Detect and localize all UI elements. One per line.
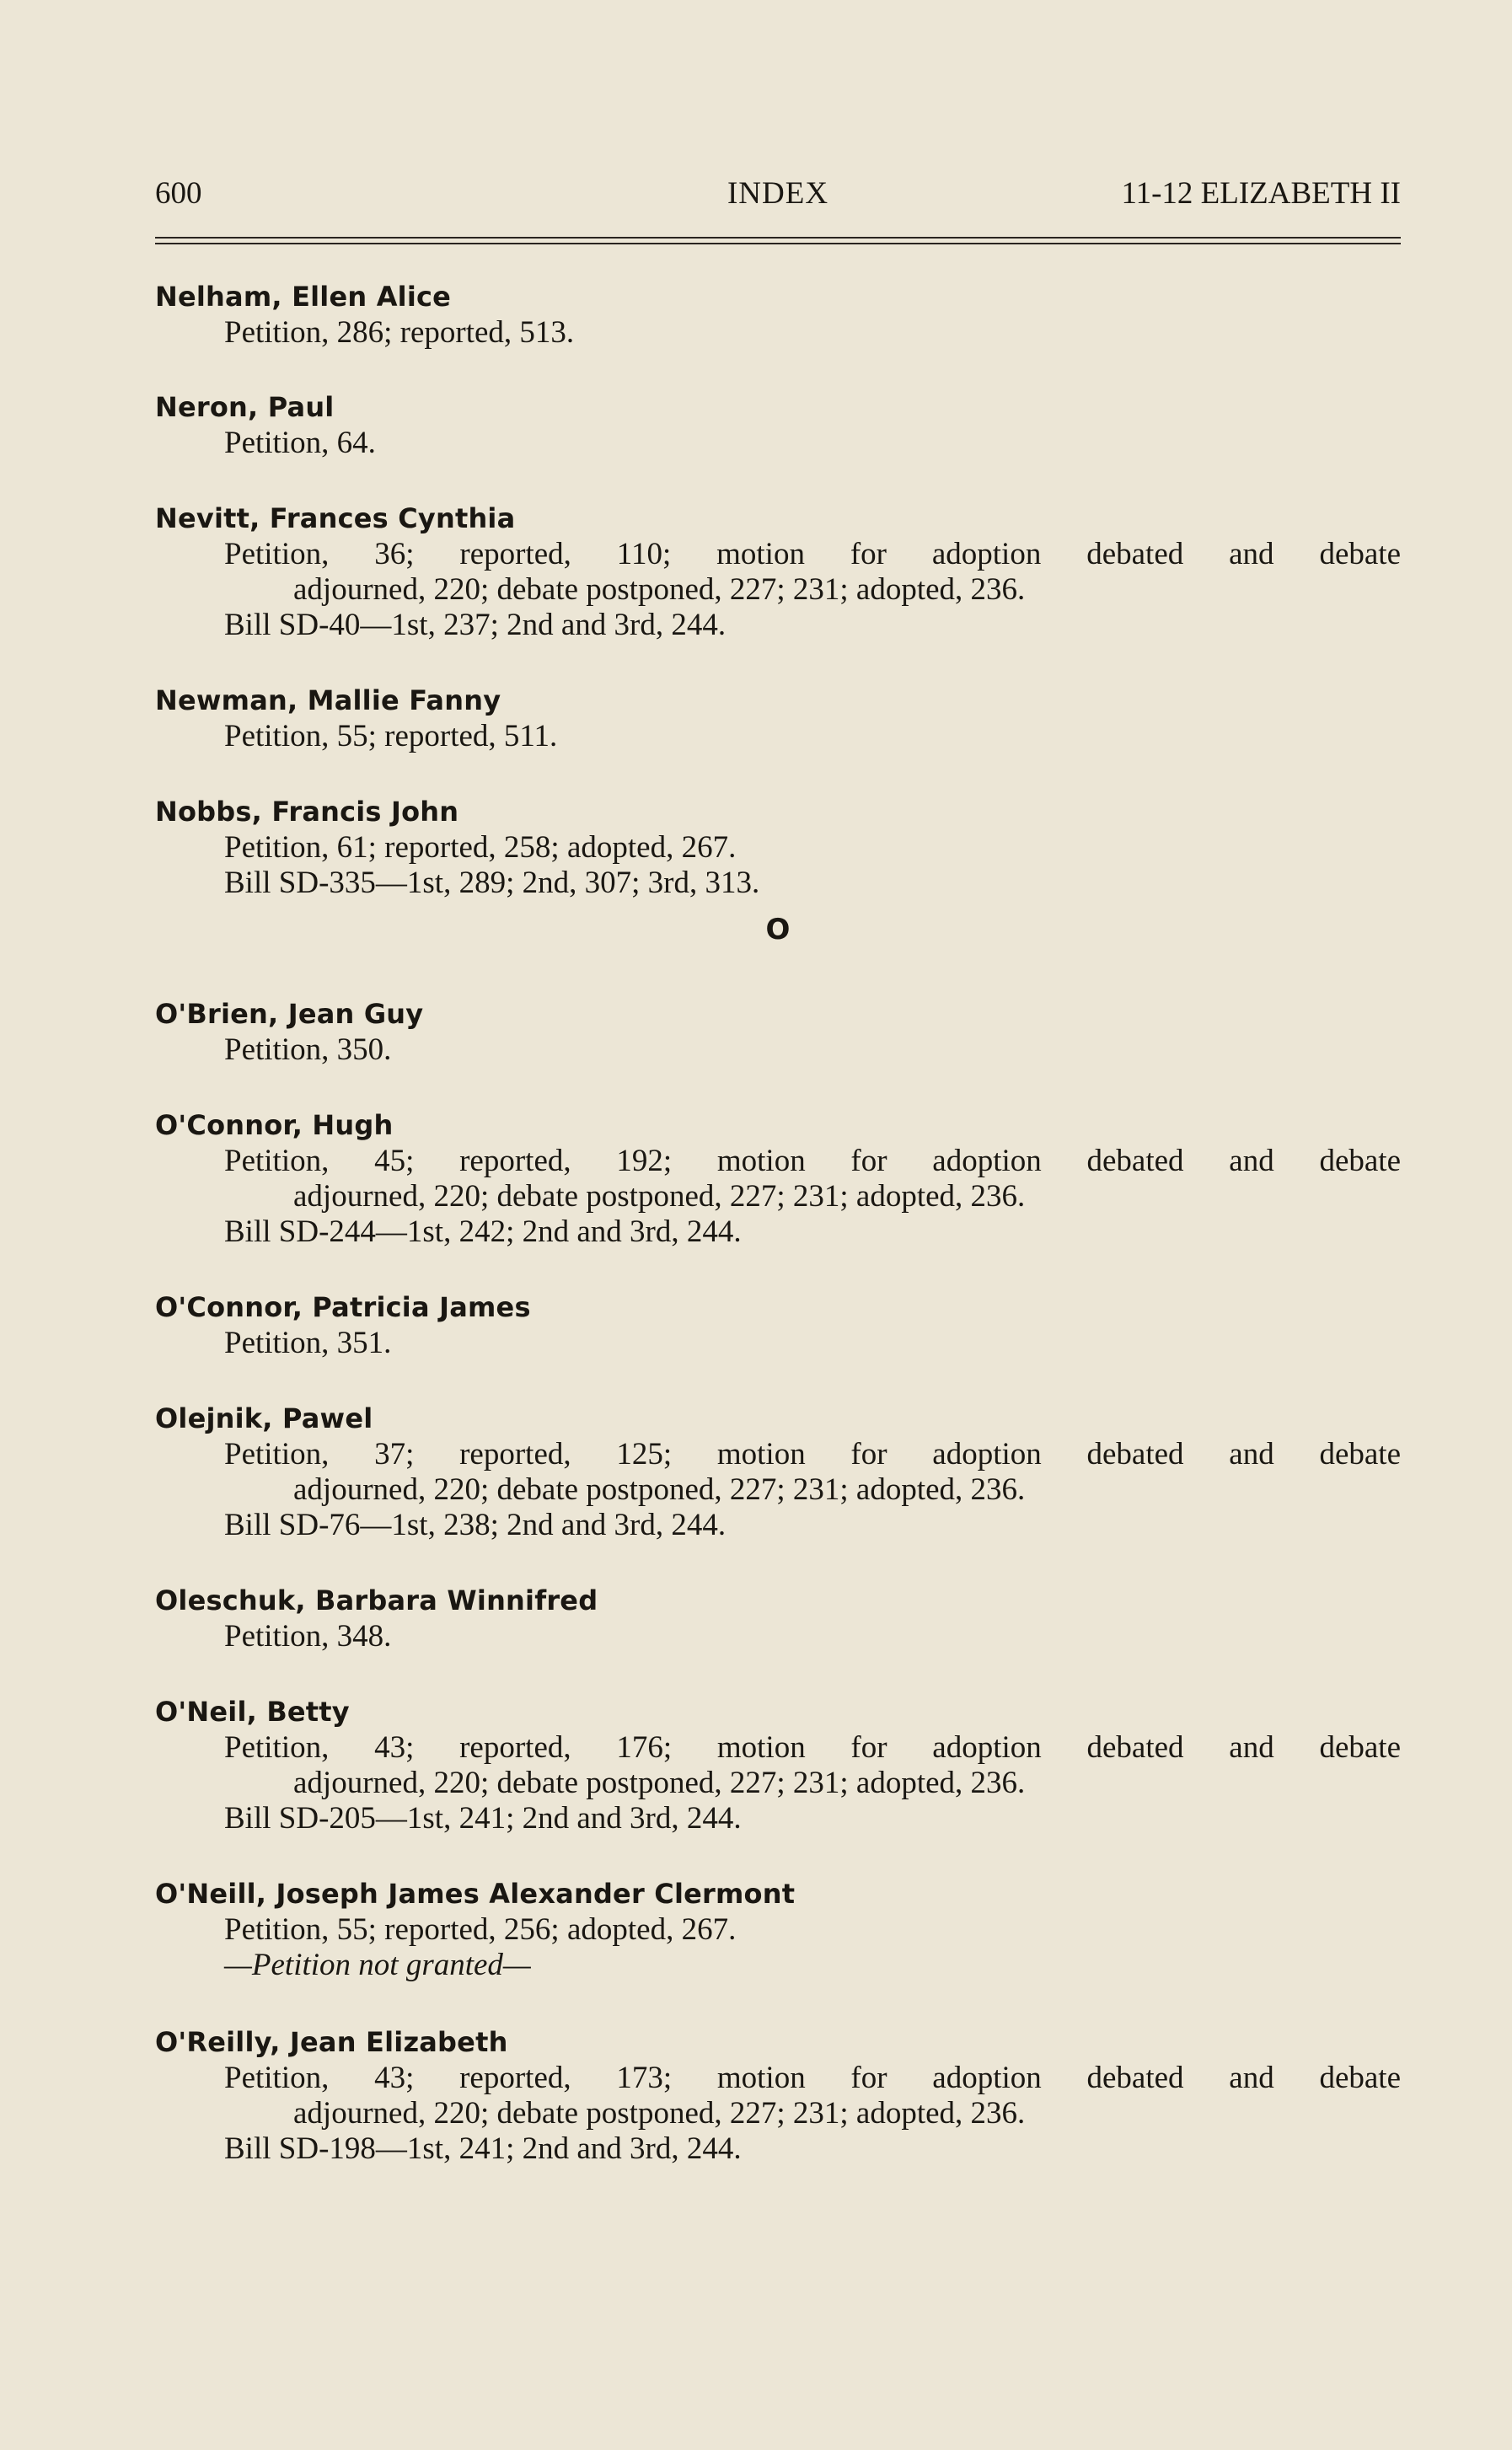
page-number: 600: [155, 176, 202, 211]
entry-line: Petition, 55; reported, 256; adopted, 267.: [224, 1912, 737, 1947]
entry-line: adjourned, 220; debate postponed, 227; 231; adopted, 236.: [293, 1179, 1026, 1214]
index-content: [155, 278, 1401, 2206]
entry-name: Nelham, Ellen Alice: [155, 281, 452, 313]
entry-name: O'Brien, Jean Guy: [155, 998, 424, 1030]
entry-name: Oleschuk, Barbara Winnifred: [155, 1584, 598, 1616]
entry-line: Bill SD-76—1st, 238; 2nd and 3rd, 244.: [224, 1508, 727, 1542]
index-entry: [155, 2024, 1401, 2206]
page-title: INDEX: [727, 176, 829, 211]
entry-name: O'Reilly, Jean Elizabeth: [155, 2026, 508, 2058]
entry-line: Bill SD-244—1st, 242; 2nd and 3rd, 244.: [224, 1214, 742, 1249]
index-entry: [155, 389, 1401, 500]
index-entry: [155, 500, 1401, 682]
entry-line: Petition, 43; reported, 176; motion for adoption debated and debate: [224, 1730, 1401, 1765]
entry-name: O'Connor, Hugh: [155, 1109, 394, 1141]
entry-line: Petition, 45; reported, 192; motion for adoption debated and debate: [224, 1144, 1401, 1178]
entry-line: Bill SD-335—1st, 289; 2nd, 307; 3rd, 313.: [224, 866, 760, 900]
page-header: [155, 175, 1401, 219]
index-entry: [155, 1107, 1401, 1289]
entry-name: Nevitt, Frances Cynthia: [155, 502, 516, 534]
index-entry: [155, 1582, 1401, 1693]
index-entry: [155, 1693, 1401, 1875]
section-letter: [155, 911, 1401, 995]
entry-name: Olejnik, Pawel: [155, 1402, 373, 1434]
entry-name: O'Connor, Patricia James: [155, 1291, 531, 1323]
section-letter-text: O: [765, 913, 791, 946]
entry-name: Nobbs, Francis John: [155, 796, 459, 828]
index-entry: [155, 1289, 1401, 1400]
entry-line: adjourned, 220; debate postponed, 227; 231; adopted, 236.: [293, 572, 1026, 607]
entry-line: —Petition not granted—: [224, 1948, 531, 1982]
index-entry: [155, 793, 1401, 906]
index-entry: [155, 995, 1401, 1107]
entry-line: Petition, 350.: [224, 1032, 392, 1067]
entry-line: Petition, 348.: [224, 1619, 392, 1654]
entry-name: O'Neil, Betty: [155, 1696, 350, 1728]
entry-line: Petition, 36; reported, 110; motion for adoption debated and debate: [224, 537, 1401, 571]
entry-line: adjourned, 220; debate postponed, 227; 231; adopted, 236.: [293, 1472, 1026, 1507]
index-entry: [155, 682, 1401, 793]
header-rule-bottom: [155, 243, 1401, 244]
entry-line: Petition, 286; reported, 513.: [224, 315, 575, 350]
entry-line: Petition, 351.: [224, 1326, 392, 1360]
index-entry: [155, 1875, 1401, 2024]
entry-line: Bill SD-198—1st, 241; 2nd and 3rd, 244.: [224, 2131, 742, 2166]
entry-name: Neron, Paul: [155, 391, 335, 423]
entry-name: O'Neill, Joseph James Alexander Clermont: [155, 1878, 796, 1910]
entry-name: Newman, Mallie Fanny: [155, 684, 501, 716]
index-entry: [155, 1400, 1401, 1582]
entry-line: adjourned, 220; debate postponed, 227; 231; adopted, 236.: [293, 2096, 1026, 2131]
header-rule-top: [155, 237, 1401, 239]
entry-line: Bill SD-205—1st, 241; 2nd and 3rd, 244.: [224, 1801, 742, 1836]
entry-line: Petition, 61; reported, 258; adopted, 267.: [224, 830, 737, 865]
entry-line: Petition, 55; reported, 511.: [224, 719, 558, 753]
index-entry: [155, 278, 1401, 389]
entry-line: Bill SD-40—1st, 237; 2nd and 3rd, 244.: [224, 608, 727, 642]
entry-line: adjourned, 220; debate postponed, 227; 231; adopted, 236.: [293, 1766, 1026, 1800]
entry-line: Petition, 64.: [224, 426, 376, 460]
running-head: 11-12 ELIZABETH II: [1121, 176, 1401, 211]
entry-line: Petition, 37; reported, 125; motion for adoption debated and debate: [224, 1437, 1401, 1472]
entry-line: Petition, 43; reported, 173; motion for adoption debated and debate: [224, 2061, 1401, 2095]
